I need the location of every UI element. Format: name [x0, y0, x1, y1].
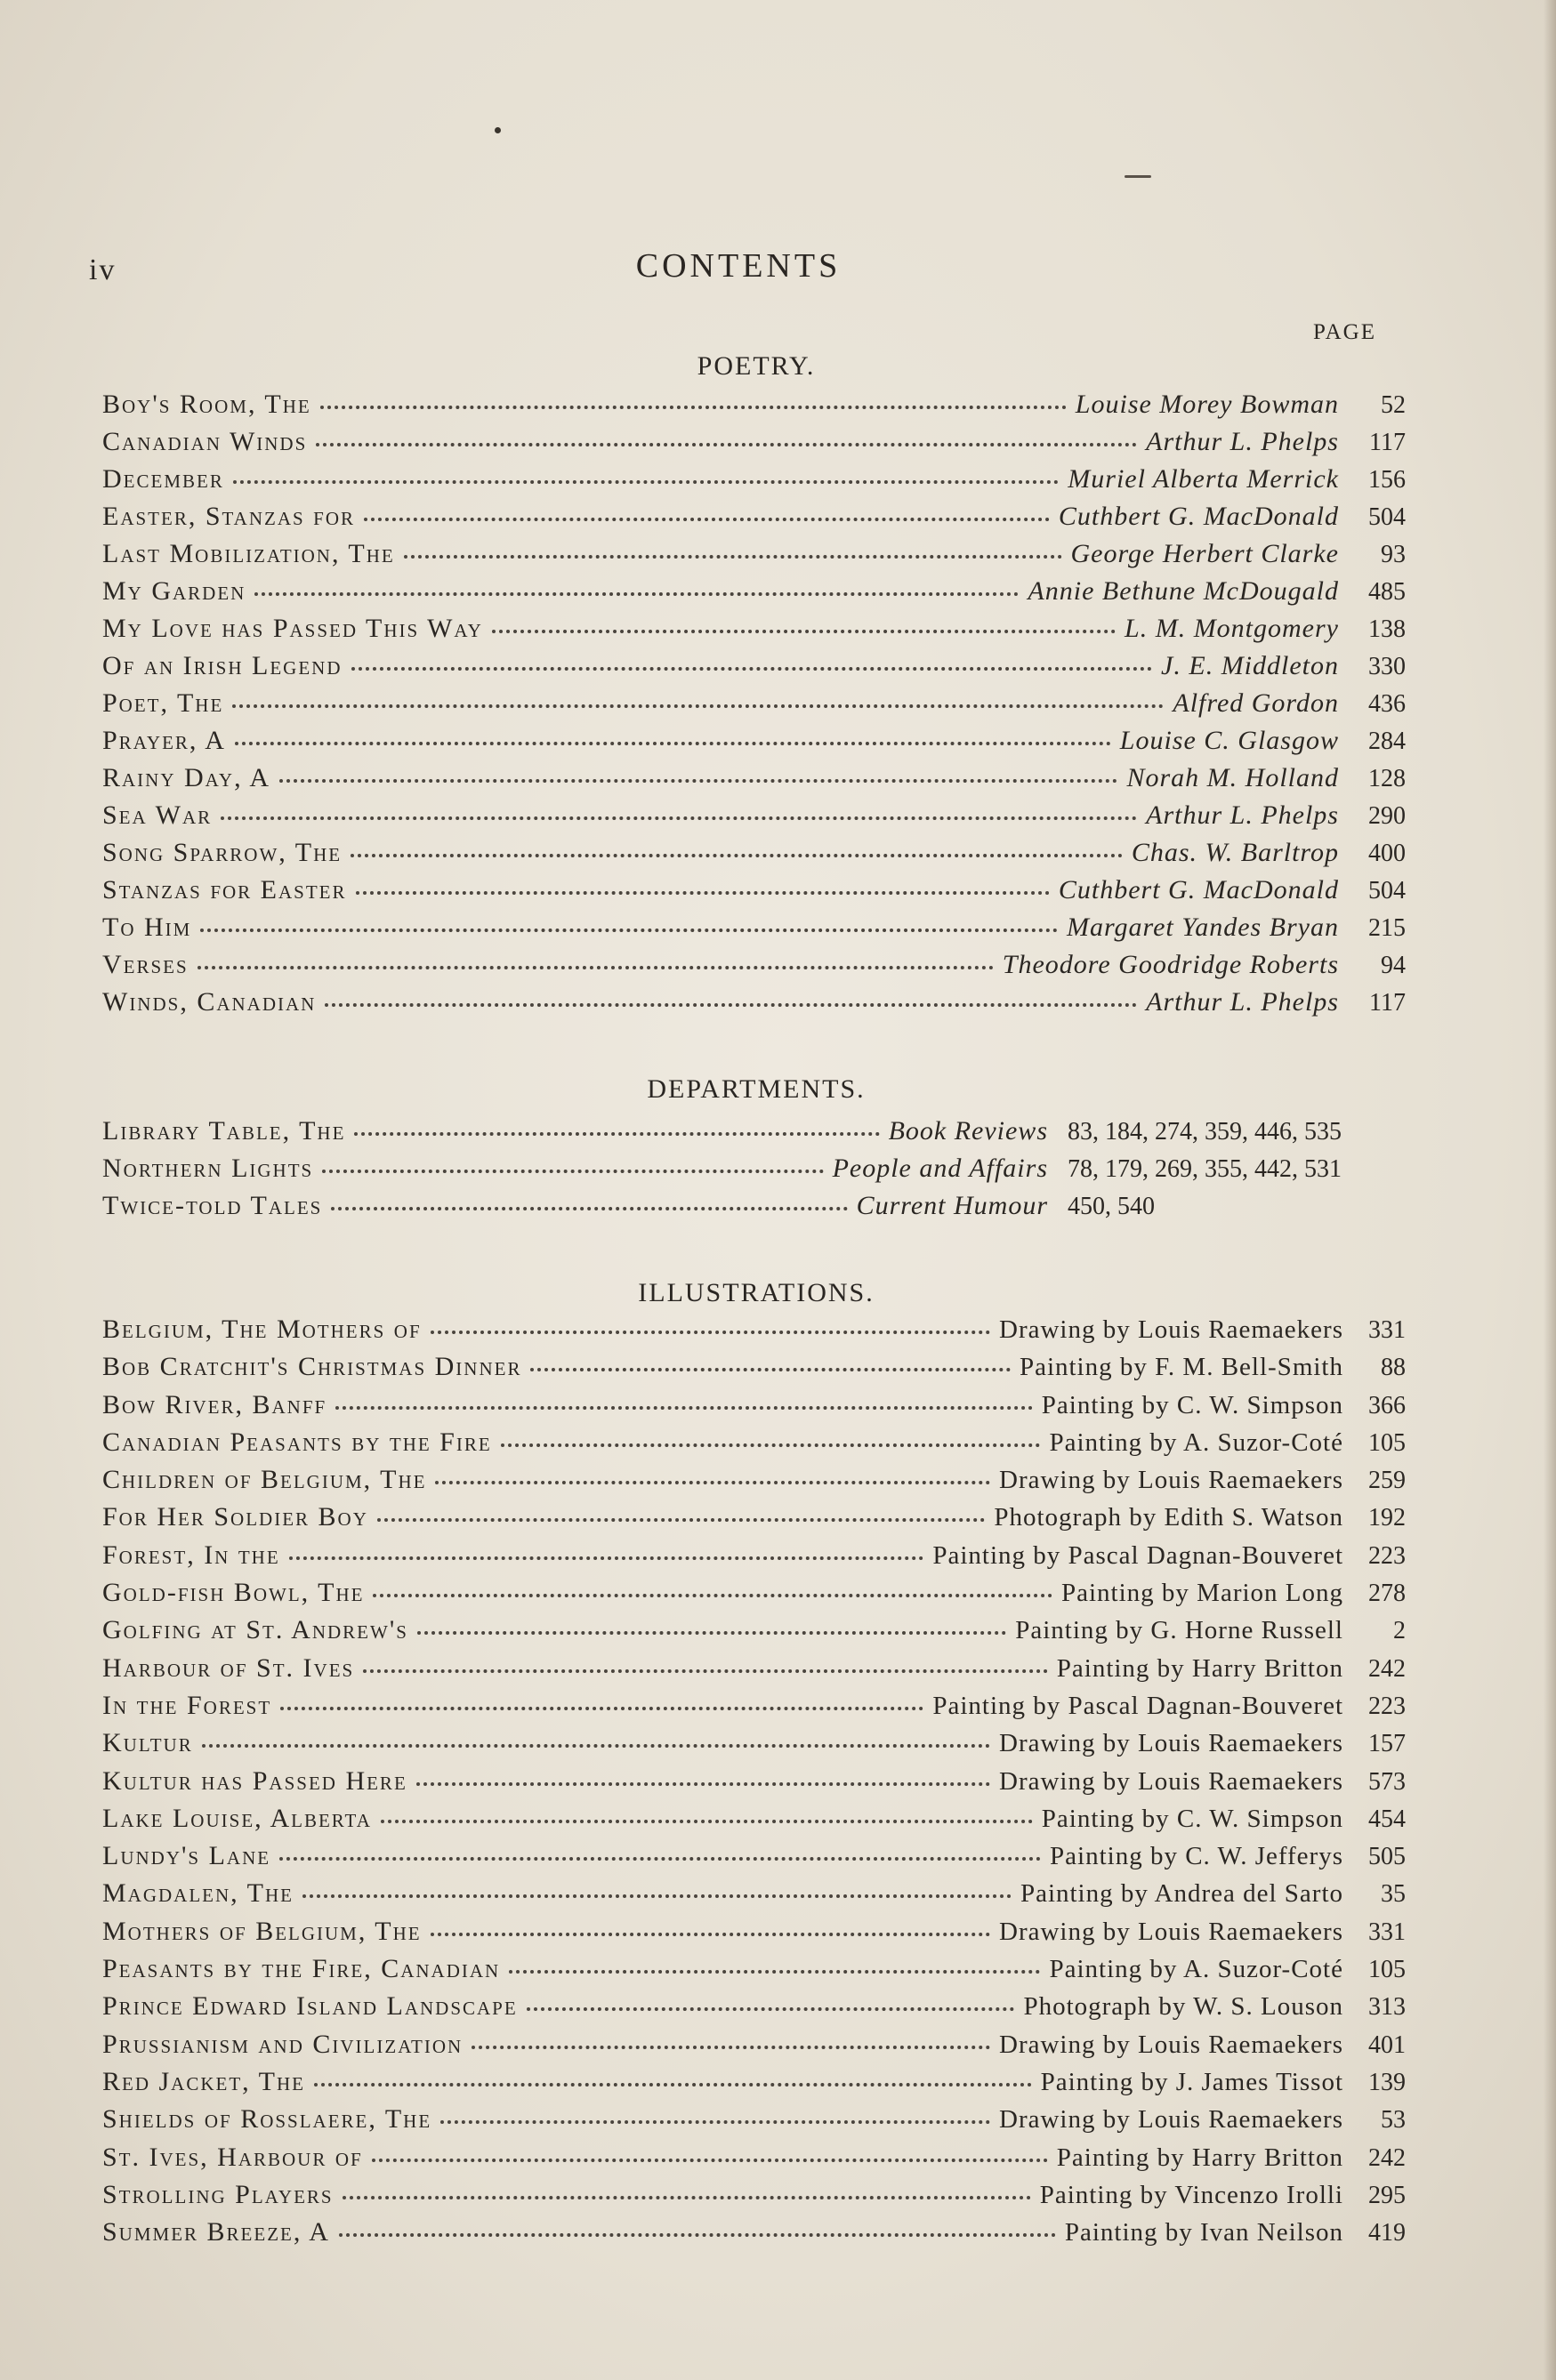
entry-page: 117: [1369, 989, 1406, 1017]
entry-page: 284: [1368, 728, 1406, 755]
contents-entry: [102, 2180, 1406, 2217]
dot-leader: [320, 405, 1067, 409]
contents-entry: [102, 427, 1406, 464]
contents-entry: [102, 2143, 1406, 2180]
contents-entry: [102, 1427, 1406, 1465]
entry-title: Canadian Winds: [102, 427, 308, 456]
dot-leader: [354, 1131, 879, 1136]
entry-page: 450, 540: [1068, 1193, 1155, 1220]
entry-author: Louise Morey Bowman: [1075, 390, 1339, 419]
entry-title: Belgium, The Mothers of: [102, 1315, 422, 1344]
entry-title: Lundy's Lane: [102, 1841, 271, 1871]
entry-title: Sea War: [102, 800, 213, 830]
entry-credit: Painting by C. W. Simpson: [1041, 1804, 1343, 1833]
entry-title: Golfing at St. Andrew's: [102, 1615, 408, 1645]
dot-leader: [351, 666, 1153, 671]
entry-title: In the Forest: [102, 1690, 272, 1720]
dot-leader: [431, 1932, 990, 1936]
entry-title: My Garden: [102, 576, 246, 606]
page-title: CONTENTS: [635, 247, 842, 285]
entry-page: 117: [1369, 429, 1406, 456]
dot-leader: [343, 2195, 1031, 2199]
entry-credit: Painting by Harry Britton: [1056, 1653, 1343, 1683]
entry-title: Winds, Canadian: [102, 987, 317, 1017]
entry-title: Twice-told Tales: [102, 1191, 323, 1220]
entry-author: People and Affairs: [832, 1154, 1048, 1183]
dot-leader: [492, 629, 1116, 633]
entry-page: 330: [1368, 653, 1406, 680]
entry-page: 53: [1381, 2106, 1406, 2135]
entry-page: 295: [1368, 2181, 1406, 2209]
entry-title: My Love has Passed This Way: [102, 614, 483, 643]
entry-author: Norah M. Holland: [1126, 763, 1339, 792]
entry-credit: Drawing by Louis Raemaekers: [999, 2030, 1343, 2059]
entry-title: Harbour of St. Ives: [102, 1652, 355, 1683]
entry-title: Stanzas for Easter: [102, 875, 347, 905]
contents-entry: [102, 726, 1406, 763]
entry-title: Bow River, Banff: [102, 1389, 327, 1419]
poetry-list: [102, 390, 1406, 1025]
entry-author: Cuthbert G. MacDonald: [1058, 502, 1339, 531]
entry-title: Library Table, The: [102, 1116, 346, 1146]
dot-leader: [440, 2119, 990, 2124]
contents-entry: [102, 1352, 1406, 1389]
entry-page: 400: [1368, 840, 1406, 867]
dot-leader: [431, 1330, 990, 1334]
entry-page: 215: [1368, 914, 1406, 942]
entry-title: Canadian Peasants by the Fire: [102, 1427, 492, 1457]
entry-page: 93: [1381, 541, 1406, 568]
entry-page: 436: [1368, 690, 1406, 718]
entry-page: 157: [1368, 1730, 1406, 1758]
entry-title: Gold-fish Bowl, The: [102, 1578, 365, 1608]
entry-title: December: [102, 464, 224, 494]
dot-leader: [233, 479, 1059, 484]
entry-author: J. E. Middleton: [1161, 651, 1339, 680]
section-heading-departments: DEPARTMENTS.: [647, 1074, 866, 1104]
contents-entry: [102, 1615, 1406, 1652]
dot-leader: [325, 1002, 1137, 1007]
entry-credit: Photograph by Edith S. Watson: [994, 1503, 1343, 1532]
contents-entry: [102, 1154, 1406, 1191]
contents-entry: [102, 539, 1406, 576]
entry-page: 259: [1368, 1467, 1406, 1495]
dot-leader: [372, 2158, 1048, 2162]
entry-page: 331: [1368, 1316, 1406, 1344]
dot-leader: [331, 1206, 847, 1210]
entry-credit: Painting by C. W. Jefferys: [1050, 1842, 1343, 1871]
entry-page: 2: [1393, 1617, 1406, 1645]
entry-title: Bob Cratchit's Christmas Dinner: [102, 1352, 522, 1382]
dot-leader: [279, 1856, 1041, 1861]
entry-credit: Painting by Ivan Neilson: [1064, 2218, 1343, 2247]
entry-author: Theodore Goodridge Roberts: [1002, 950, 1339, 979]
dot-leader: [198, 965, 994, 969]
entry-page: 290: [1368, 802, 1406, 830]
entry-credit: Drawing by Louis Raemaekers: [999, 2105, 1343, 2135]
dot-leader: [316, 442, 1137, 446]
entry-credit: Painting by G. Horne Russell: [1015, 1616, 1343, 1645]
dot-leader: [280, 1706, 923, 1710]
entry-title: Strolling Players: [102, 2179, 334, 2209]
entry-title: Magdalen, The: [102, 1878, 294, 1909]
ink-mark: [1125, 175, 1151, 178]
dot-leader: [356, 890, 1050, 895]
entry-author: Cuthbert G. MacDonald: [1058, 875, 1339, 905]
dot-leader: [373, 1593, 1052, 1597]
entry-credit: Painting by Andrea del Sarto: [1020, 1879, 1343, 1909]
entry-title: For Her Soldier Boy: [102, 1502, 368, 1532]
entry-page: 223: [1368, 1692, 1406, 1720]
contents-entry: [102, 688, 1406, 726]
entry-page: 454: [1368, 1805, 1406, 1833]
contents-entry: [102, 464, 1406, 502]
dot-leader: [363, 1668, 1048, 1673]
entry-page: 35: [1381, 1880, 1406, 1909]
entry-page: 366: [1368, 1391, 1406, 1419]
entry-title: Rainy Day, A: [102, 763, 271, 792]
dot-leader: [235, 741, 1111, 745]
contents-entry: [102, 390, 1406, 427]
contents-entry: [102, 763, 1406, 800]
contents-entry: [102, 838, 1406, 875]
contents-entry: [102, 1766, 1406, 1804]
entry-author: Muriel Alberta Merrick: [1068, 464, 1339, 494]
dot-leader: [254, 591, 1019, 596]
contents-entry: [102, 800, 1406, 838]
dot-leader: [377, 1517, 985, 1522]
entry-author: Annie Bethune McDougald: [1028, 576, 1339, 606]
entry-page: 192: [1368, 1504, 1406, 1532]
entry-title: Kultur: [102, 1728, 193, 1758]
dot-leader: [527, 2006, 1015, 2011]
entry-page: 128: [1368, 765, 1406, 792]
contents-entry: [102, 875, 1406, 913]
entry-title: Peasants by the Fire, Canadian: [102, 1954, 501, 1984]
contents-entry: [102, 1540, 1406, 1578]
contents-entry: [102, 1954, 1406, 1991]
entry-author: Margaret Yandes Bryan: [1067, 913, 1339, 942]
dot-leader: [202, 1743, 990, 1748]
contents-entry: [102, 1116, 1406, 1154]
contents-entry: [102, 614, 1406, 651]
contents-entry: [102, 2067, 1406, 2104]
entry-page: 278: [1368, 1580, 1406, 1608]
page-number: iv: [89, 253, 117, 286]
entry-title: Prince Edward Island Landscape: [102, 1991, 518, 2022]
entry-title: Forest, In the: [102, 1540, 280, 1570]
entry-credit: Drawing by Louis Raemaekers: [999, 1917, 1343, 1946]
contents-entry: [102, 2030, 1406, 2067]
entry-page: 83, 184, 274, 359, 446, 535: [1068, 1118, 1342, 1146]
entry-credit: Photograph by W. S. Louson: [1023, 1992, 1343, 2022]
entry-title: Lake Louise, Alberta: [102, 1803, 372, 1833]
entry-page: 88: [1381, 1354, 1406, 1382]
entry-page: 78, 179, 269, 355, 442, 531: [1068, 1155, 1342, 1183]
entry-credit: Painting by C. W. Simpson: [1041, 1390, 1343, 1419]
entry-credit: Drawing by Louis Raemaekers: [999, 1315, 1343, 1344]
entry-credit: Painting by Marion Long: [1060, 1579, 1343, 1608]
dot-leader: [314, 2082, 1032, 2087]
departments-list: [102, 1116, 1406, 1228]
page-edge-shadow: [1544, 0, 1556, 2380]
dot-leader: [200, 928, 1058, 932]
entry-credit: Drawing by Louis Raemaekers: [999, 1729, 1343, 1758]
entry-author: Book Reviews: [888, 1116, 1048, 1146]
dot-leader: [335, 1405, 1033, 1410]
dot-leader: [509, 1969, 1040, 1974]
contents-entry: [102, 651, 1406, 688]
dot-leader: [417, 1630, 1006, 1635]
entry-credit: Painting by Pascal Dagnan-Bouveret: [932, 1540, 1343, 1570]
contents-entry: [102, 2217, 1406, 2255]
entry-author: Louise C. Glasgow: [1119, 726, 1339, 755]
entry-page: 485: [1368, 578, 1406, 606]
entry-page: 313: [1368, 1993, 1406, 2022]
entry-title: Prayer, A: [102, 726, 226, 755]
entry-title: Red Jacket, The: [102, 2066, 305, 2096]
entry-author: L. M. Montgomery: [1125, 614, 1339, 643]
contents-entry: [102, 1878, 1406, 1916]
entry-title: Mothers of Belgium, The: [102, 1916, 422, 1946]
dot-leader: [364, 517, 1050, 521]
illustrations-list: [102, 1315, 1406, 2255]
contents-entry: [102, 1191, 1406, 1228]
contents-entry: [102, 1841, 1406, 1878]
entry-title: Song Sparrow, The: [102, 838, 343, 867]
entry-page: 105: [1368, 1428, 1406, 1457]
dot-leader: [530, 1367, 1010, 1371]
entry-title: Children of Belgium, The: [102, 1465, 427, 1495]
dot-leader: [339, 2232, 1056, 2237]
entry-page: 52: [1381, 391, 1406, 419]
dot-leader: [435, 1480, 990, 1484]
entry-credit: Painting by A. Suzor-Coté: [1049, 1427, 1343, 1457]
contents-entry: [102, 2104, 1406, 2142]
entry-page: 139: [1368, 2068, 1406, 2096]
entry-credit: Drawing by Louis Raemaekers: [999, 1766, 1343, 1796]
contents-entry: [102, 1991, 1406, 2029]
contents-entry: [102, 950, 1406, 987]
entry-page: 401: [1368, 2030, 1406, 2059]
entry-page: 573: [1368, 1767, 1406, 1796]
contents-entry: [102, 1653, 1406, 1691]
contents-entry: [102, 1465, 1406, 1502]
entry-title: Northern Lights: [102, 1154, 314, 1183]
contents-entry: [102, 1691, 1406, 1728]
entry-author: George Herbert Clarke: [1070, 539, 1339, 568]
dot-leader: [351, 853, 1123, 857]
contents-entry: [102, 1315, 1406, 1352]
dot-leader: [404, 554, 1062, 559]
contents-entry: [102, 987, 1406, 1025]
contents-entry: [102, 913, 1406, 950]
ink-speck: [495, 127, 501, 133]
entry-title: Prussianism and Civilization: [102, 2029, 464, 2059]
dot-leader: [279, 778, 1117, 783]
entry-credit: Painting by Harry Britton: [1056, 2143, 1343, 2172]
contents-entry: [102, 502, 1406, 539]
section-heading-poetry: POETRY.: [697, 351, 816, 381]
entry-author: Arthur L. Phelps: [1146, 800, 1339, 830]
entry-page: 331: [1368, 1918, 1406, 1946]
entry-credit: Painting by A. Suzor-Coté: [1049, 1955, 1343, 1984]
entry-page: 419: [1368, 2219, 1406, 2247]
dot-leader: [322, 1169, 823, 1173]
dot-leader: [472, 2045, 990, 2049]
entry-page: 242: [1368, 2143, 1406, 2172]
contents-entry: [102, 1728, 1406, 1765]
entry-page: 156: [1368, 466, 1406, 494]
contents-entry: [102, 1917, 1406, 1954]
entry-title: Poet, The: [102, 688, 224, 718]
entry-title: Verses: [102, 950, 189, 979]
entry-page: 242: [1368, 1654, 1406, 1683]
dot-leader: [289, 1556, 924, 1560]
entry-author: Alfred Gordon: [1173, 688, 1339, 718]
contents-entry: [102, 1390, 1406, 1427]
dot-leader: [221, 816, 1137, 820]
entry-title: Summer Breeze, A: [102, 2217, 330, 2247]
entry-author: Current Humour: [856, 1191, 1048, 1220]
contents-entry: [102, 1578, 1406, 1615]
entry-page: 223: [1368, 1541, 1406, 1570]
entry-page: 94: [1381, 952, 1406, 979]
entry-title: Easter, Stanzas for: [102, 502, 356, 531]
dot-leader: [232, 704, 1164, 708]
entry-page: 504: [1368, 503, 1406, 531]
entry-page: 138: [1368, 615, 1406, 643]
dot-leader: [381, 1819, 1033, 1823]
entry-author: Arthur L. Phelps: [1146, 987, 1339, 1017]
dot-leader: [416, 1781, 990, 1786]
entry-page: 504: [1368, 877, 1406, 905]
entry-title: St. Ives, Harbour of: [102, 2142, 363, 2172]
section-heading-illustrations: ILLUSTRATIONS.: [638, 1278, 875, 1307]
page-column-label: PAGE: [1313, 320, 1376, 344]
entry-title: Kultur has Passed Here: [102, 1765, 407, 1796]
entry-title: To Him: [102, 913, 192, 942]
entry-title: Shields of Rosslaere, The: [102, 2104, 432, 2135]
entry-credit: Drawing by Louis Raemaekers: [999, 1466, 1343, 1495]
contents-entry: [102, 1804, 1406, 1841]
dot-leader: [501, 1443, 1041, 1447]
entry-title: Of an Irish Legend: [102, 651, 343, 680]
entry-credit: Painting by F. M. Bell-Smith: [1019, 1353, 1343, 1382]
dot-leader: [302, 1894, 1012, 1898]
entry-author: Arthur L. Phelps: [1146, 427, 1339, 456]
entry-credit: Painting by J. James Tissot: [1040, 2067, 1343, 2096]
entry-title: Last Mobilization, The: [102, 539, 395, 568]
entry-title: Boy's Room, The: [102, 390, 311, 419]
entry-page: 505: [1368, 1843, 1406, 1871]
entry-author: Chas. W. Barltrop: [1131, 838, 1339, 867]
entry-credit: Painting by Vincenzo Irolli: [1039, 2180, 1343, 2209]
entry-page: 105: [1368, 1956, 1406, 1984]
entry-credit: Painting by Pascal Dagnan-Bouveret: [932, 1691, 1343, 1720]
contents-entry: [102, 1502, 1406, 1540]
contents-entry: [102, 576, 1406, 614]
